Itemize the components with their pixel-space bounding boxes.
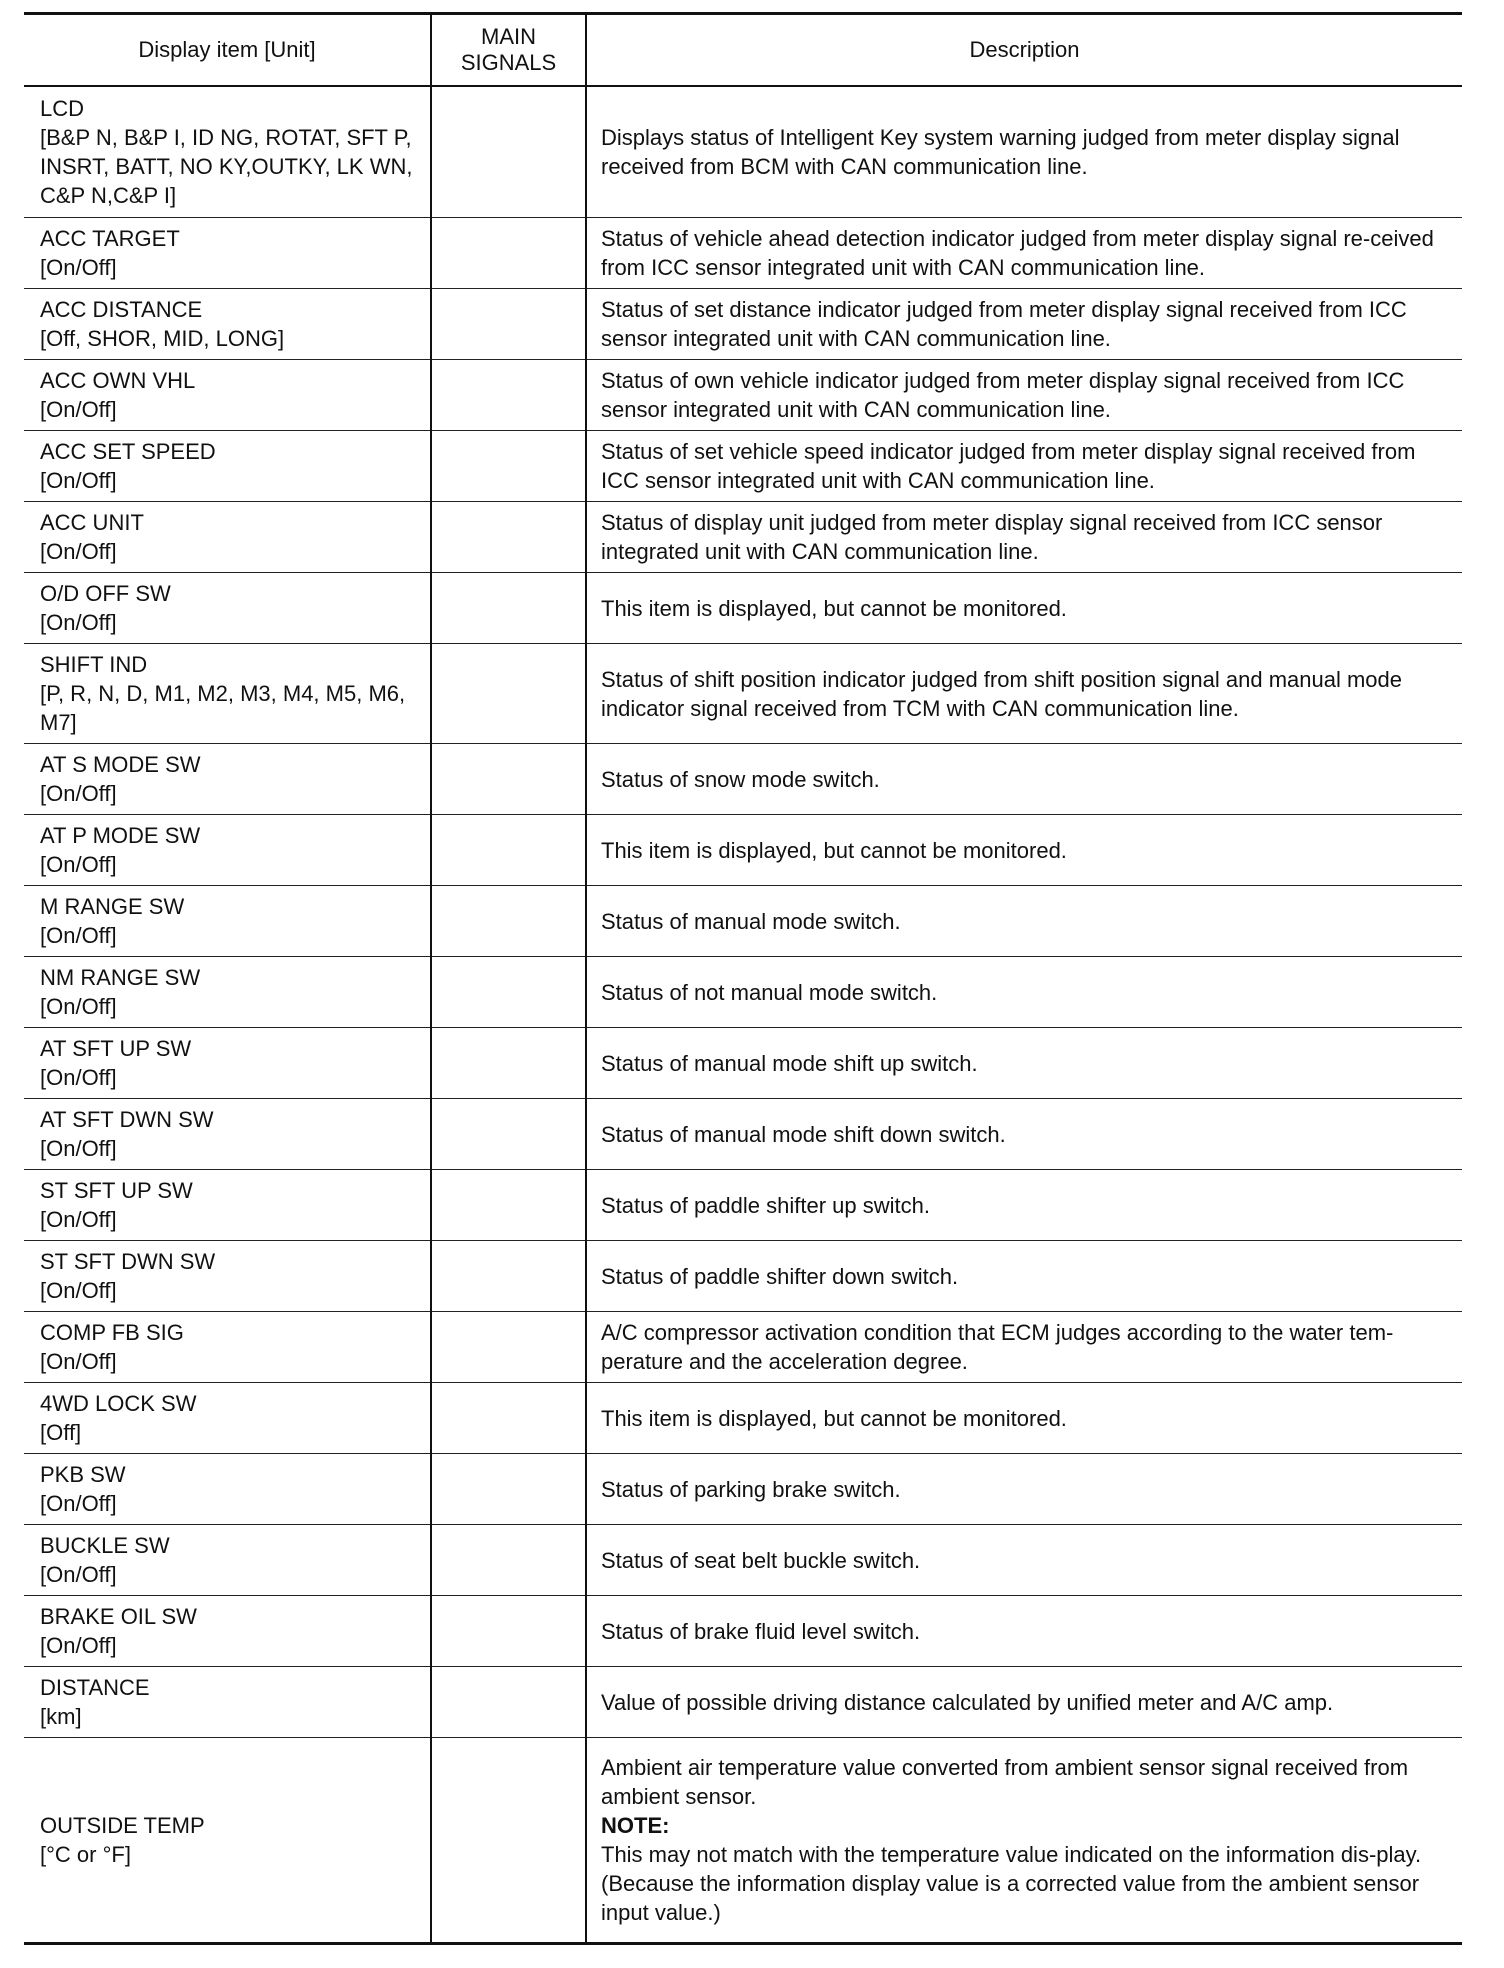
display-item-unit: [On/Off]	[40, 1491, 117, 1516]
display-item-name: ACC DISTANCE	[40, 297, 203, 322]
main-signals-cell	[431, 886, 586, 957]
main-signals-cell	[431, 360, 586, 431]
display-item-unit: [P, R, N, D, M1, M2, M3, M4, M5, M6, M7]	[40, 681, 406, 735]
main-signals-cell	[431, 431, 586, 502]
display-item-name: ACC SET SPEED	[40, 439, 216, 464]
display-item-cell	[24, 1454, 431, 1525]
display-item-cell	[24, 502, 431, 573]
description-text: Status of set distance indicator judged from meter display signal received from ICC sensor integrated unit with CAN communication line.	[601, 297, 1407, 351]
table-row	[24, 1028, 1462, 1099]
display-item-unit: [On/Off]	[40, 610, 117, 635]
description-text: Status of seat belt buckle switch.	[601, 1547, 921, 1573]
description-cell	[586, 218, 1462, 289]
description-text: Status of display unit judged from meter display signal received from ICC sensor integrated unit with CAN communication line.	[601, 510, 1383, 564]
display-item-name: ST SFT UP SW	[40, 1178, 193, 1203]
main-signals-cell	[431, 218, 586, 289]
display-item-unit: [Off, SHOR, MID, LONG]	[40, 326, 285, 351]
display-item-unit: [On/Off]	[40, 1633, 117, 1658]
description-cell	[586, 815, 1462, 886]
display-item-table	[24, 12, 1462, 1945]
display-item-name: ACC UNIT	[40, 510, 144, 535]
description-text: This item is displayed, but cannot be monitored.	[601, 595, 1067, 621]
description-cell	[586, 1170, 1462, 1241]
description-cell	[586, 644, 1462, 744]
main-signals-cell	[431, 744, 586, 815]
display-item-name: AT SFT UP SW	[40, 1036, 192, 1061]
display-item-cell	[24, 644, 431, 744]
display-item-unit: [On/Off]	[40, 1207, 117, 1232]
main-signals-cell	[431, 1312, 586, 1383]
main-signals-cell	[431, 1667, 586, 1738]
table-row	[24, 1596, 1462, 1667]
header-main-signals	[431, 14, 586, 87]
table-row	[24, 1454, 1462, 1525]
display-item-unit: [Off]	[40, 1420, 82, 1445]
display-item-cell	[24, 957, 431, 1028]
table-row	[24, 957, 1462, 1028]
description-cell	[586, 1099, 1462, 1170]
description-text: Ambient air temperature value converted from ambient sensor signal received from ambient sensor.	[601, 1755, 1409, 1809]
description-cell	[586, 1667, 1462, 1738]
description-cell	[586, 502, 1462, 573]
table-row	[24, 886, 1462, 957]
table-row	[24, 289, 1462, 360]
table-row	[24, 644, 1462, 744]
display-item-cell	[24, 1241, 431, 1312]
table-row	[24, 218, 1462, 289]
description-text: Status of manual mode shift down switch.	[601, 1121, 1006, 1147]
description-text: Status of set vehicle speed indicator judged from meter display signal received from ICC sensor integrated unit with CAN communication line.	[601, 439, 1416, 493]
main-signals-cell	[431, 815, 586, 886]
description-text: Status of manual mode shift up switch.	[601, 1050, 978, 1076]
display-item-cell	[24, 86, 431, 218]
note-label: NOTE:	[601, 1813, 670, 1838]
table-row	[24, 1667, 1462, 1738]
display-item-cell	[24, 1028, 431, 1099]
main-signals-cell	[431, 957, 586, 1028]
header-main-signals-line2: SIGNALS	[460, 50, 557, 75]
display-item-cell	[24, 289, 431, 360]
display-item-name: AT P MODE SW	[40, 823, 201, 848]
display-item-cell	[24, 1312, 431, 1383]
main-signals-cell	[431, 86, 586, 218]
display-item-cell	[24, 815, 431, 886]
display-item-unit: [On/Off]	[40, 255, 117, 280]
display-item-name: NM RANGE SW	[40, 965, 201, 990]
main-signals-cell	[431, 1241, 586, 1312]
display-item-name: BUCKLE SW	[40, 1533, 170, 1558]
main-signals-cell	[431, 1383, 586, 1454]
display-item-unit: [km]	[40, 1704, 82, 1729]
main-signals-cell	[431, 644, 586, 744]
description-text: Status of paddle shifter up switch.	[601, 1192, 930, 1218]
display-item-name: SHIFT IND	[40, 652, 148, 677]
display-item-name: ACC TARGET	[40, 226, 180, 251]
description-cell	[586, 957, 1462, 1028]
description-text: Status of shift position indicator judged from shift position signal and manual mode indicator signal received from TCM with CAN communication line.	[601, 666, 1403, 721]
table-row	[24, 1170, 1462, 1241]
description-cell	[586, 1383, 1462, 1454]
note-text: This may not match with the temperature value indicated on the information dis-play. (Because the information display value is a corrected value from the ambient sensor input value.)	[601, 1842, 1422, 1925]
description-text: Status of snow mode switch.	[601, 766, 880, 792]
display-item-name: OUTSIDE TEMP	[40, 1813, 205, 1838]
description-text: Status of not manual mode switch.	[601, 979, 938, 1005]
description-cell	[586, 1312, 1462, 1383]
display-item-cell	[24, 1383, 431, 1454]
display-item-cell	[24, 1170, 431, 1241]
description-text: Value of possible driving distance calculated by unified meter and A/C amp.	[601, 1689, 1334, 1715]
description-cell	[586, 289, 1462, 360]
table-body	[24, 86, 1462, 1944]
display-item-cell	[24, 1099, 431, 1170]
display-item-cell	[24, 1738, 431, 1944]
table-row	[24, 1241, 1462, 1312]
display-item-unit: [On/Off]	[40, 923, 117, 948]
header-main-signals-line1: MAIN	[481, 24, 536, 49]
description-text: Status of parking brake switch.	[601, 1476, 901, 1502]
description-cell	[586, 1241, 1462, 1312]
description-text: This item is displayed, but cannot be monitored.	[601, 1405, 1067, 1431]
description-cell	[586, 1596, 1462, 1667]
main-signals-cell	[431, 1170, 586, 1241]
display-item-unit: [B&P N, B&P I, ID NG, ROTAT, SFT P, INSRT, BATT, NO KY,OUTKY, LK WN, C&P N,C&P I]	[40, 125, 413, 208]
main-signals-cell	[431, 1525, 586, 1596]
display-item-name: PKB SW	[40, 1462, 126, 1487]
main-signals-cell	[431, 1738, 586, 1944]
main-signals-cell	[431, 1028, 586, 1099]
header-description: Description	[586, 14, 1462, 87]
display-item-unit: [On/Off]	[40, 1278, 117, 1303]
display-item-name: O/D OFF SW	[40, 581, 171, 606]
description-text: Status of vehicle ahead detection indicator judged from meter display signal re-ceived from ICC sensor integrated unit with CAN communication line.	[601, 226, 1434, 280]
description-cell	[586, 1028, 1462, 1099]
description-cell	[586, 1525, 1462, 1596]
description-cell	[586, 1454, 1462, 1525]
main-signals-cell	[431, 1596, 586, 1667]
display-item-name: AT S MODE SW	[40, 752, 201, 777]
table-header-row	[24, 14, 1462, 87]
main-signals-cell	[431, 1454, 586, 1525]
display-item-name: BRAKE OIL SW	[40, 1604, 197, 1629]
display-item-unit: [°C or °F]	[40, 1842, 131, 1867]
description-cell	[586, 886, 1462, 957]
display-item-name: ACC OWN VHL	[40, 368, 196, 393]
description-text: Status of brake fluid level switch.	[601, 1618, 921, 1644]
table-row	[24, 1383, 1462, 1454]
display-item-cell	[24, 1596, 431, 1667]
display-item-unit: [On/Off]	[40, 781, 117, 806]
display-item-cell	[24, 886, 431, 957]
display-item-cell	[24, 1667, 431, 1738]
display-item-name: COMP FB SIG	[40, 1320, 184, 1345]
table-row	[24, 1525, 1462, 1596]
main-signals-cell	[431, 1099, 586, 1170]
display-item-unit: [On/Off]	[40, 397, 117, 422]
description-text: A/C compressor activation condition that ECM judges according to the water tem-perature and the acceleration degree.	[601, 1320, 1394, 1374]
main-signals-cell	[431, 573, 586, 644]
description-cell	[586, 86, 1462, 218]
description-cell	[586, 431, 1462, 502]
display-item-cell	[24, 1525, 431, 1596]
display-item-name: M RANGE SW	[40, 894, 185, 919]
display-item-unit: [On/Off]	[40, 1562, 117, 1587]
display-item-name: AT SFT DWN SW	[40, 1107, 214, 1132]
display-item-cell	[24, 573, 431, 644]
display-item-unit: [On/Off]	[40, 1349, 117, 1374]
display-item-cell	[24, 431, 431, 502]
description-text: Status of manual mode switch.	[601, 908, 901, 934]
display-item-unit: [On/Off]	[40, 1136, 117, 1161]
description-text: This item is displayed, but cannot be monitored.	[601, 837, 1067, 863]
table-row	[24, 1312, 1462, 1383]
table-row	[24, 815, 1462, 886]
main-signals-cell	[431, 502, 586, 573]
table-row	[24, 744, 1462, 815]
display-item-name: ST SFT DWN SW	[40, 1249, 216, 1274]
display-item-unit: [On/Off]	[40, 1065, 117, 1090]
description-text: Status of paddle shifter down switch.	[601, 1263, 959, 1289]
main-signals-cell	[431, 289, 586, 360]
display-item-name: 4WD LOCK SW	[40, 1391, 197, 1416]
header-display-item: Display item [Unit]	[24, 14, 431, 87]
display-item-unit: [On/Off]	[40, 539, 117, 564]
table-row	[24, 431, 1462, 502]
display-item-unit: [On/Off]	[40, 468, 117, 493]
description-text: Status of own vehicle indicator judged from meter display signal received from ICC sensor integrated unit with CAN communication line.	[601, 368, 1405, 422]
display-item-name: LCD	[40, 96, 85, 121]
description-cell	[586, 1738, 1462, 1944]
display-item-cell	[24, 360, 431, 431]
table-row	[24, 1099, 1462, 1170]
display-item-name: DISTANCE	[40, 1675, 150, 1700]
table-row	[24, 1738, 1462, 1944]
table-row	[24, 86, 1462, 218]
display-item-unit: [On/Off]	[40, 852, 117, 877]
description-cell	[586, 744, 1462, 815]
table-row	[24, 573, 1462, 644]
table-row	[24, 502, 1462, 573]
table-row	[24, 360, 1462, 431]
description-text: Displays status of Intelligent Key system warning judged from meter display signal received from BCM with CAN communication line.	[601, 125, 1400, 179]
display-item-cell	[24, 218, 431, 289]
description-cell	[586, 573, 1462, 644]
description-cell	[586, 360, 1462, 431]
display-item-cell	[24, 744, 431, 815]
display-item-unit: [On/Off]	[40, 994, 117, 1019]
